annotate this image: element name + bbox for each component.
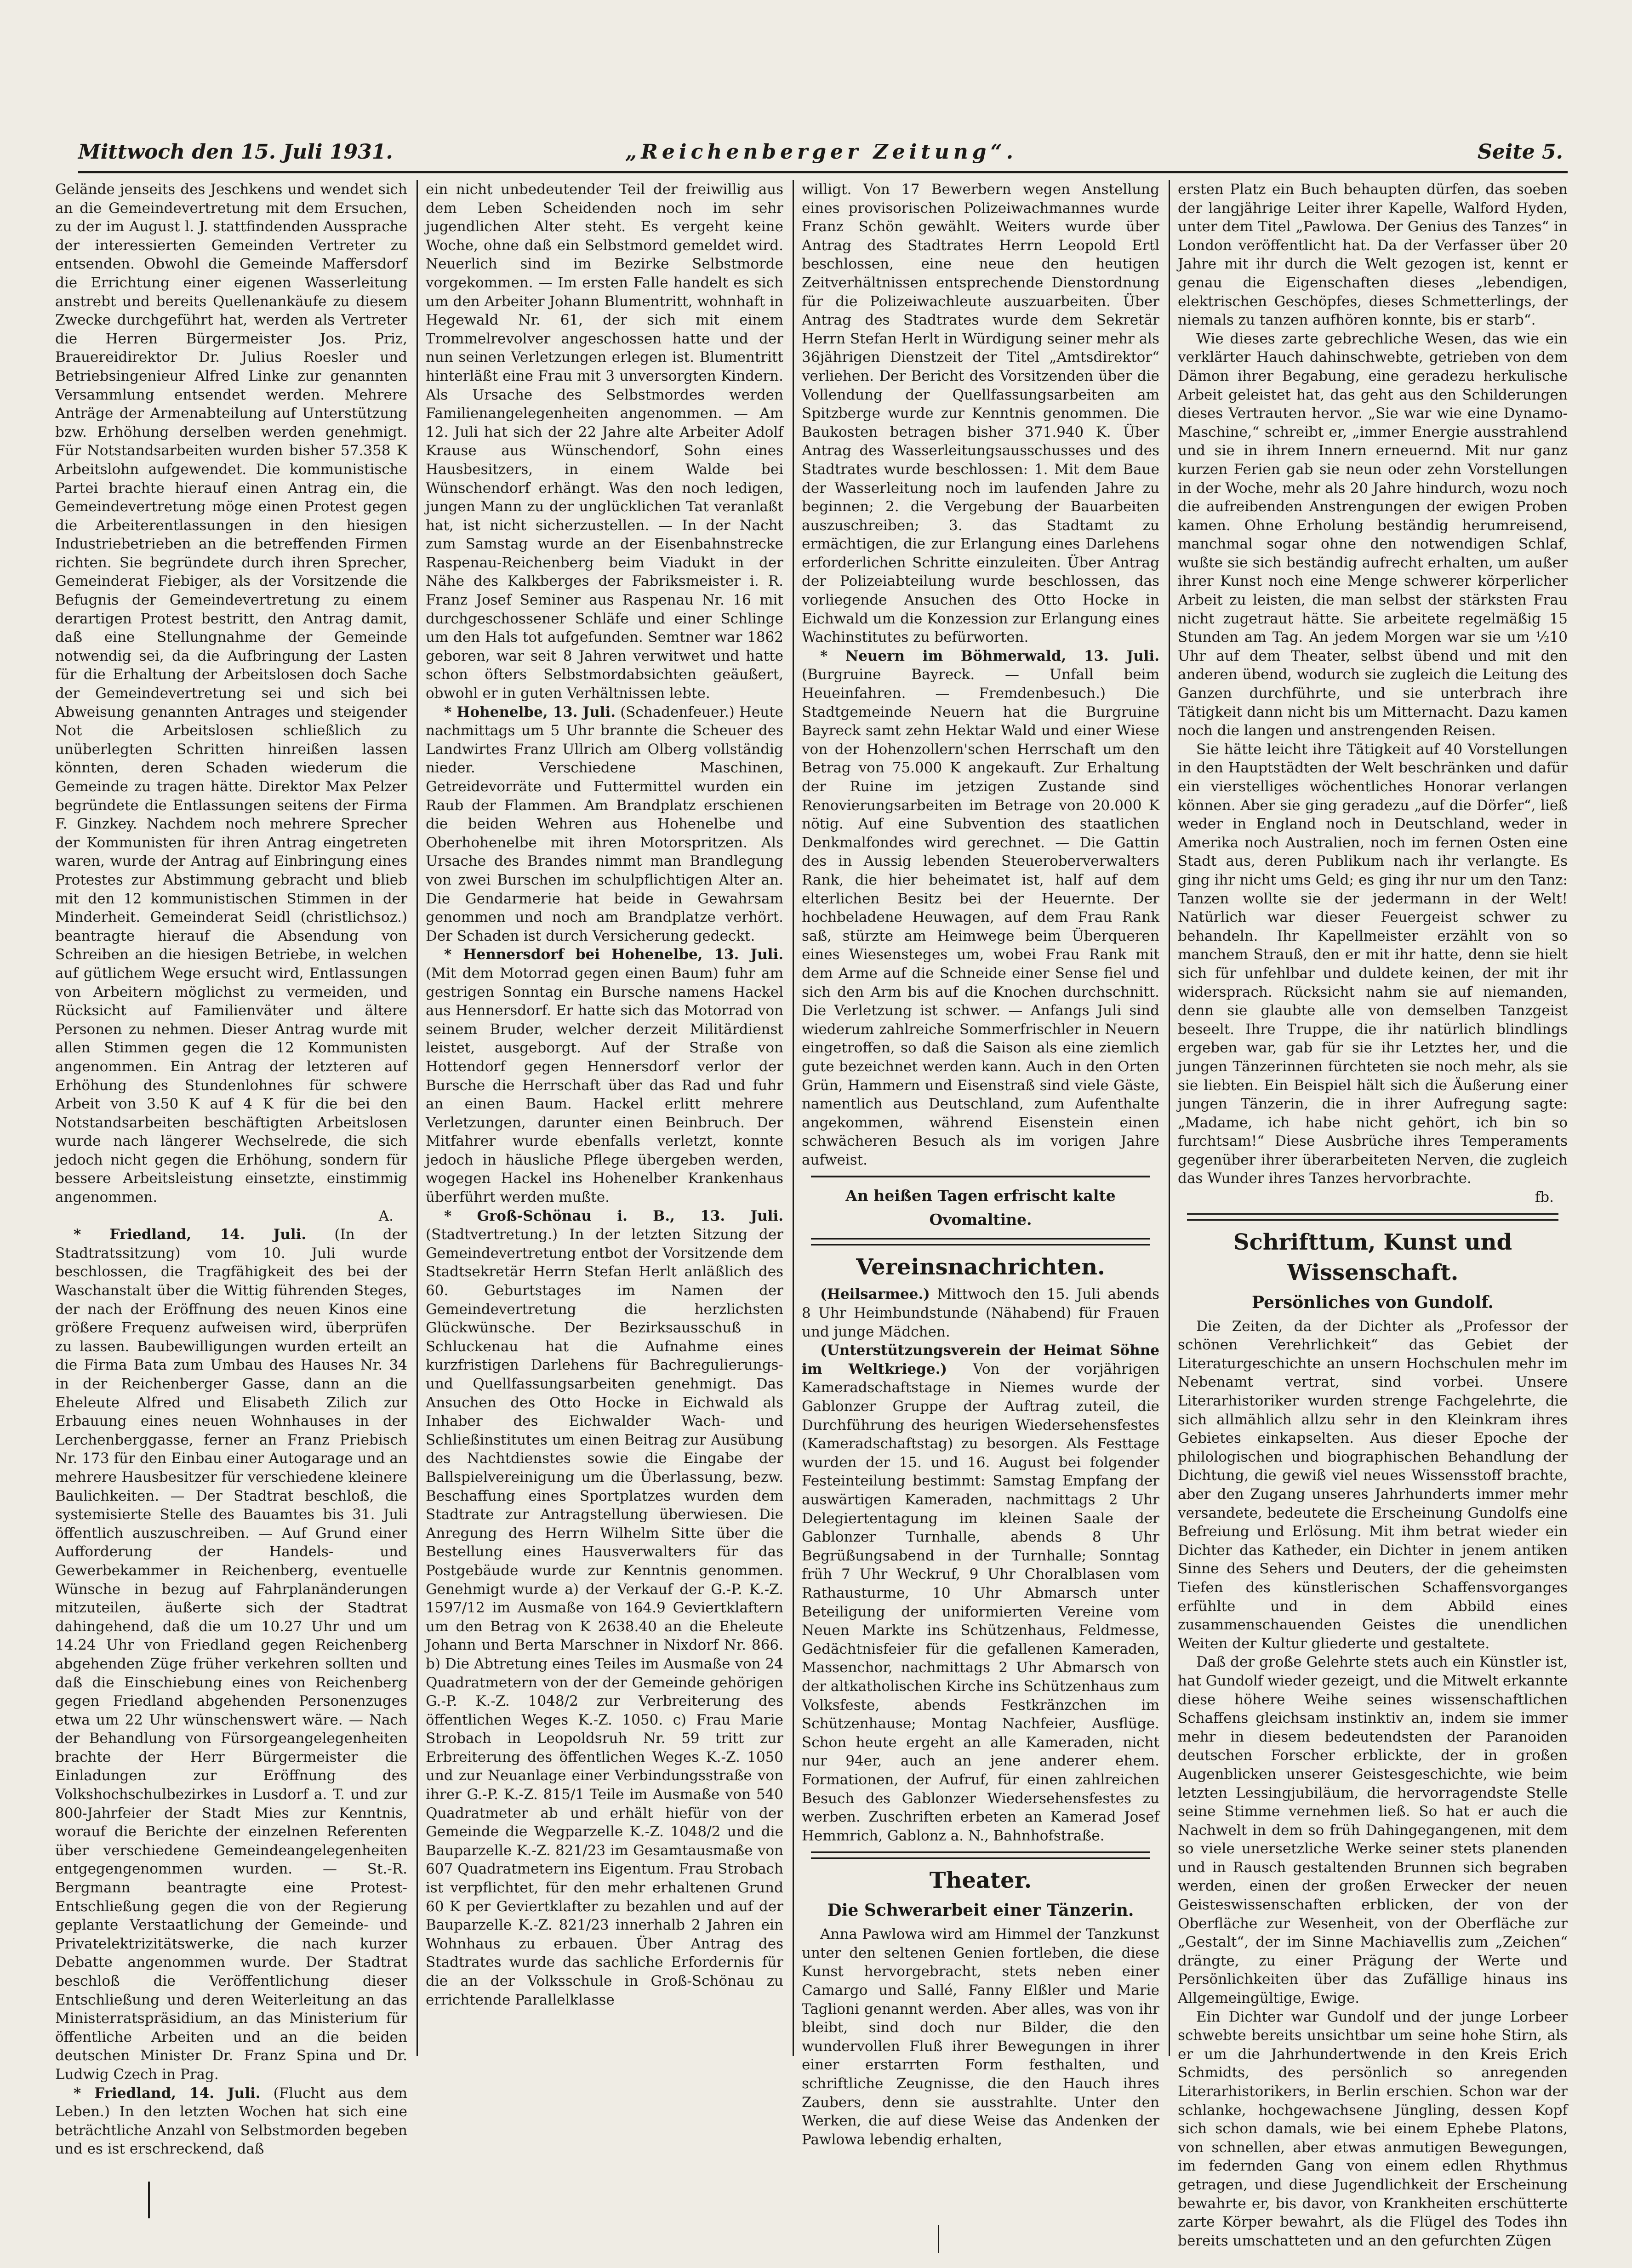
column-rule [1169, 180, 1170, 2056]
section-rule [1187, 1213, 1558, 1221]
section-rule [811, 1176, 1150, 1177]
article-paragraph: Ein Dichter war Gundolf und der junge Lorbeer schwebte bereits unsichtbar um seine hohe Stirn, als er um die Jahrhundertwende in den Kreis Erich Schmidts, des persönlich so anregenden Literarhistorikers, in Berlin erschien. Schon war der schlanke, hochgewachsene Jüngling, dessen Kopf sich schon damals, wie bei einem Ephebe Platons, von schnellen, aber etwas anmutigen Bewegungen, im federnden Gang von einem edlen Rhythmus getragen, und diese Jugendlichkeit der Erscheinung bewahrte er, bis davor, von Krankheiten erschütterte zarte Körper bewahrt, als die Flügel des Todes ihn bereits umschatteten und an den gefurchten Zügen [1178, 2008, 1568, 2249]
page-header [60, 140, 1572, 172]
column-1 [55, 180, 407, 2158]
article-body: (Burgruine Bayreck. — Unfall beim Heueinfahren. — Fremdenbesuch.) Die Stadtgemeinde Neuern hat die Burgruine Bayreck samt zehn Hektar Wald und einer Wiese von der Hohenzollern'schen Herrschaft um den Betrag von 75.000 K angekauft. Zur Erhaltung der Ruine im jetzigen Zustande sind Renovierungsarbeiten im Betrage von 20.000 K nötig. Auf eine Subvention des staatlichen Denkmalfondes wird gerechnet. — Die Gattin des in Aussig lebenden Steueroberverwalters Rank, die hier beheimatet ist, half auf dem elterlichen Besitz bei der Heuernte. Der hochbeladene Heuwagen, auf dem Frau Rank saß, stürzte am Heimwege beim Überqueren eines Wiesensteges um, wobei Frau Rank mit dem Arme auf die Schneide einer Sense fiel und sich den Arm bis auf die Knochen durchschnitt. Die Verletzung ist schwer. — Anfangs Juli sind wiederum zahlreiche Sommerfrischler in Neuern eingetroffen, so daß die Saison als eine ziemlich gute bezeichnet werden kann. Auch in den Orten Grün, Hammern und Eisenstraß sind viele Gäste, namentlich aus Deutschland, zum Aufenthalte angekommen, während Eisenstein einen schwächeren Besuch als im vorigen Jahre aufweist. [802, 666, 1159, 1168]
page-number: Seite 5. [1477, 140, 1563, 164]
newspaper-title: „Reichenberger Zeitung“. [625, 140, 1018, 164]
notice-lead: (Heilsarmee.) [820, 1286, 930, 1303]
article-paragraph: Daß der große Gelehrte stets auch ein Künstler ist, hat Gundolf wieder gezeigt, und die Mitwelt erkannte diese höhere Weihe seines wissenschaftlichen Schaffens gleichsam instinktiv an, indem sie immer mehr in diesem bedeutendsten der Paranoiden deutschen Forscher erblickte, der in großen Augenblicken unserer Geistesgeschichte, wie beim letzten Lessingjubiläum, die hervorragendste Stelle seine Stimme vernehmen ließ. So hat er auch die Nachwelt in dem so früh Dahingegangenen, mit dem so viele unersetzliche Werke seiner stets planenden und in Rausch gestaltenden Brunnen sich begraben werden, einen der großen Erwecker der neuen Geisteswissenschaften erblicken, der von der Oberfläche zur Wesenheit, von der Oberfläche zur „Gestalt“, der im Sinne Machiavellis zum „Zeichen“ drängte, zu einer Prägung der Werte und Persönlichkeiten über das Zufällige hinaus ins Allgemeingültige, Ewige. [1178, 1654, 1568, 2007]
column-3 [802, 180, 1159, 2148]
article-paragraph: Wie dieses zarte gebrechliche Wesen, das wie ein verklärter Hauch dahinschwebte, getrieben von dem Dämon ihrer Begabung, eine geradezu herkulische Arbeit geleistet hat, das geht aus den Schilderungen dieses Vertrauten hervor. „Sie war wie eine Dynamo-Maschine,“ schreibt er, „immer Energie ausstrahlend und sie in ihrem Innern erneuernd. Mit nur ganz kurzen Ferien gab sie neun oder zehn Vorstellungen in der Woche, mehr als 20 Jahre hindurch, wozu noch die aufreibenden Anstrengungen der ewigen Proben kamen. Ohne Erholung beständig herumreisend, manchmal sogar ohne den notwendigen Schlaf, wußte sie sich beständig aufrecht erhalten, um außer ihrer Kunst noch eine Menge schwerer körperlicher Arbeit zu leisten, die man selbst der stärksten Frau nicht zugetraut hätte. Sie arbeitete regelmäßig 15 Stunden am Tag. An jedem Morgen war sie um ½10 Uhr auf dem Theater, selbst übend und mit den anderen übend, wodurch sie zugleich die Leitung des Ganzen durchführte, und sie unterbrach ihre Tätigkeit dann nicht bis um Mitternacht. Dazu kamen noch die langen und anstrengenden Reisen. [1178, 330, 1568, 739]
article-signature: fb. [1535, 1189, 1554, 1206]
notice-body: Von der vorjährigen Kameradschaftstage in Niemes wurde der Gablonzer Gruppe der Auftrag zuteil, die Durchführung des heurigen Wiedersehensfestes (Kameradschaftstag) zu besorgen. Als Festtage wurden der 15. und 16. August bei folgender Festeinteilung bestimmt: Samstag Empfang der auswärtigen Kameraden, nachmittags 2 Uhr Delegiertentagung im kleinen Saale der Gablonzer Turnhalle, abends 8 Uhr Begrüßungsabend in der Turnhalle; Sonntag früh 7 Uhr Weckruf, 9 Uhr Choralblasen vom Rathausturme, 10 Uhr Abmarsch unter Beteiligung der uniformierten Vereine vom Neuen Markte ins Schützenhaus, Feldmesse, Gedächtnisfeier für die gefallenen Kameraden, Massenchor, nachmittags 2 Uhr Abmarsch von der altkatholischen Kirche ins Schützenhaus zum Volksfeste, abends Festkränzchen im Schützenhause; Montag Nachfeier, Ausflüge. Schon heute ergeht an alle Kameraden, nicht nur 94er, auch an jene anderer ehem. Formationen, der Aufruf, für einen zahlreichen Besuch des Gablonzer Wiedersehensfestes zu werben. Zuschriften erbeten an Kamerad Josef Hemmrich, Gablonz a. N., Bahnhofstraße. [802, 1360, 1159, 1844]
article-title-gundolf: Persönliches von Gundolf. [1252, 1292, 1494, 1312]
section-rule [811, 1851, 1150, 1859]
notice-lead: (Unterstützungsverein der Heimat Söhne im Weltkriege.) [802, 1342, 1159, 1377]
article-body: (In der Stadtratssitzung) vom 10. Juli wurde beschlossen, die Tragfähigkeit des bei der Waschanstalt über die Wittig führenden Steges, der nach der Eröffnung des neuen Kinos eine größere Frequenz aufweisen wird, überprüfen zu lassen. Baubewilligungen wurden erteilt an die Firma Bata zum Umbau des Hauses Nr. 34 in der Reichenberger Gasse, dann an die Eheleute Alfred und Elisabeth Zilich zur Erbauung eines neuen Wohnhauses in der Lerchenberggasse, ferner an Franz Priebisch Nr. 173 für den Einbau einer Autogarage und an mehrere Hausbesitzer für verschiedene kleinere Baulichkeiten. — Der Stadtrat beschloß, die systemisierte Stelle des Bauamtes bis 31. Juli öffentlich auszuschreiben. — Auf Grund einer Aufforderung der Handels- und Gewerbekammer in Reichenberg, eventuelle Wünsche in bezug auf Fahrplanänderungen mitzuteilen, äußerte sich der Stadtrat dahingehend, daß die um 10.27 Uhr und um 14.24 Uhr von Friedland gegen Reichenberg abgehenden Züge früher verkehren sollten und daß die Einschiebung eines von Reichenberg gegen Friedland abgehenden Personenzuges etwa um 22 Uhr wünschenswert wäre. — Nach der Behandlung von Fürsorgeangelegenheiten brachte der Herr Bürgermeister die Einladungen zur Eröffnung des Volkshochschulbezirkes in Lusdorf a. T. und zur 800-Jahrfeier der Stadt Mies zur Kenntnis, worauf die Berichte der einzelnen Referenten über verschiedene Gemeindeangelegenheiten entgegengenommen wurden. — St.-R. Bergmann beantragte eine Protest-Entschließung gegen die von der Regierung geplante Verstaatlichung der Gemeinde- und Privatelektrizitätswerke, die nach kurzer Debatte angenommen wurde. Der Stadtrat beschloß die Veröffentlichung dieser Entschließung und deren Weiterleitung an das Ministerratspräsidium, an das Ministerium für öffentliche Arbeiten und an die beiden deutschen Minister Dr. Franz Spina und Dr. Ludwig Czech in Prag. [55, 1226, 407, 2083]
notice-unterstuetzungsverein [802, 1341, 1159, 1845]
header-rule [78, 171, 1568, 173]
article-gross-schoenau [426, 1207, 783, 2010]
article-friedland-stadtrat [55, 1225, 407, 2084]
article-paragraph: Die Zeiten, da der Dichter als „Professor der schönen Verehrlichkeit“ das Gebiet der Literaturgeschichte an unsern Hochschulen mehr im Nebenamt vertrat, sind vorbei. Unsere Literarhistoriker wurden strenge Fachgelehrte, die sich allmählich allzu sehr in den Kleinkram ihres Gebietes einkapselten. Aus dieser Epoche der philologischen und biographischen Behandlung der Dichtung, die gewiß viel neues Wissensstoff brachte, aber den Zugang unseres Jahrhunderts immer mehr versandete, bedeutete die Erscheinung Gundolfs eine Befreiung und Erlösung. Mit ihm betrat wieder ein Dichter das Katheder, ein Dichter in jenem antiken Sinne des Sehers und Deuters, der die geheimsten Tiefen des künstlerischen Schaffensvorganges erfühlte und in dem Abbild eines zusammenschauenden Geistes die unendlichen Weiten der Kultur gliederte und gestaltete. [1178, 1318, 1568, 1652]
article-friedland-flucht [55, 2084, 407, 2159]
column-4 [1178, 180, 1568, 2249]
article-dateline: * Friedland, 14. Juli. [74, 1226, 307, 1243]
article-body: (Mit dem Motorrad gegen einen Baum) fuhr am gestrigen Sonntag ein Bursche namens Hackel aus Hennersdorf. Er hatte sich das Motorrad von seinem Bruder, welcher derzeit Militärdienst leistet, ausgeborgt. Auf der Straße von Hottendorf gegen Hennersdorf verlor der Bursche die Herrschaft über das Rad und fuhr an einen Baum. Hackel erlitt mehrere Verletzungen, darunter einen Beinbruch. Der Mitfahrer wurde ebenfalls verletzt, konnte jedoch in häusliche Pflege übergeben werden, wogegen Hackel ins Hohenelber Krankenhaus überführt werden mußte. [426, 965, 783, 1206]
margin-mark [148, 2182, 150, 2218]
article-pawlowa-continued: ersten Platz ein Buch behaupten dürfen, das soeben der langjährige Leiter ihrer Kapelle, Walford Hyden, unter dem Titel „Pawlowa. Der Genius des Tanzes“ in London veröffentlicht hat. Da der Verfasser über 20 Jahre mit ihr durch die Welt gezogen ist, kennt er genau die Eigenschaften dieses „lebendigen, elektrischen Geschöpfes, dieses Schmetterlings, der niemals zu tanzen aufhören konnte, bis er starb“. [1178, 181, 1568, 329]
article-title-schwerarbeit: Die Schwerarbeit einer Tänzerin. [827, 1901, 1134, 1920]
article-pawlowa: Anna Pawlowa wird am Himmel der Tanzkunst unter den seltenen Genien fortleben, die diese Kunst hervorgebracht, stets neben einer Camargo und Sallé, Fanny Elßler und Marie Taglioni genannt werden. Aber alles, was von ihr bleibt, sind doch nur Bilder, die den wundervollen Fluß ihrer Bewegungen in ihrer einer erstarrten Form festhalten, und schriftliche Zeugnisse, die den Hauch ihres Zaubers, denn sie ausstrahlte. Unter den Werken, die auf diese Weise das Andenken der Pawlowa lebendig erhalten, [802, 1926, 1159, 2148]
article-gross-schoenau-continued: willigt. Von 17 Bewerbern wegen Anstellung eines provisorischen Polizeiwachmannes wurde Franz Schön gewählt. Weiters wurde über Antrag des Stadtrates Herrn Leopold Ertl beschlossen, eine neue den heutigen Zeitverhältnissen entsprechende Dienstordnung für die Polizeiwachleute auszuarbeiten. Über Antrag des Stadtrates wurde dem Sekretär Herrn Stefan Herlt in Würdigung seiner mehr als 36jährigen Dienstzeit der Titel „Amtsdirektor“ verliehen. Der Bericht des Vorsitzenden über die Vollendung der Quellfassungsarbeiten am Spitzberge wurde zur Kenntnis genommen. Die Baukosten betragen bisher 371.940 K. Über Antrag des Wasserleitungsausschusses und des Stadtrates wurde beschlossen: 1. Mit dem Baue der Wasserleitung noch im laufenden Jahre zu beginnen; 2. die Vergebung der Bauarbeiten auszuschreiben; 3. das Stadtamt zu ermächtigen, die zur Erlangung eines Darlehens erforderlichen Schritte einzuleiten. Über Antrag der Polizeiabteilung wurde beschlossen, das vorliegende Ansuchen des Otto Hocke in Eichwald um die Konzession zur Erlangung eines Wachinstitutes zu befürworten. [802, 181, 1159, 646]
section-heading-vereinsnachrichten: Vereinsnachrichten. [856, 1254, 1105, 1280]
article-body: (Schadenfeuer.) Heute nachmittags um 5 Uhr brannte die Scheuer des Landwirtes Franz Ullrich am Olberg vollständig nieder. Verschiedene Maschinen, Getreidevorräte und Futtermittel wurden ein Raub der Flammen. Am Brandplatz erschienen die beiden Wehren aus Hohenelbe und Oberhohenelbe mit ihren Motorspritzen. Als Ursache des Brandes nimmt man Brandlegung von zwei Burschen im schulpflichtigen Alter an. Die Gendarmerie hat beide in Gewahrsam genommen und noch am Brandplatze verhört. Der Schaden ist durch Versicherung gedeckt. [426, 703, 784, 944]
notice-heilsarmee [802, 1285, 1159, 1341]
article-dateline: * Hohenelbe, 13. Juli. [444, 703, 616, 720]
ad-ovomaltine: An heißen Tagen erfrischt kalte Ovomaltine. [845, 1187, 1116, 1229]
article-dateline: * Friedland, 14. Juli. [74, 2085, 261, 2102]
notice-body: Mittwoch den 15. Juli abends 8 Uhr Heimbundstunde (Nähabend) für Frauen und junge Mädchen. [802, 1286, 1159, 1340]
article-selbstmorde-continued: ein nicht unbedeutender Teil der freiwillig aus dem Leben Scheidenden noch im sehr jugendlichen Alter steht. Es vergeht keine Woche, ohne daß ein Selbstmord gemeldet wird. Neuerlich sind im Bezirke Selbstmorde vorgekommen. — Im ersten Falle handelt es sich um den Arbeiter Johann Blumentritt, wohnhaft in Hegewald Nr. 61, der sich mit einem Trommelrevolver angeschossen hatte und der nun seinen Verletzungen erlegen ist. Blumentritt hinterläßt eine Frau mit 3 unversorgten Kindern. Als Ursache des Selbstmordes werden Familienangelegenheiten angenommen. — Am 12. Juli hat sich der 22 Jahre alte Arbeiter Adolf Krause aus Wünschendorf, Sohn eines Hausbesitzers, in einem Walde bei Wünschendorf erhängt. Was den noch ledigen, jungen Mann zu der unglücklichen Tat veranlaßt hat, ist nicht sicherzustellen. — In der Nacht zum Samstag wurde an der Eisenbahnstrecke Raspenau-Reichenberg beim Viadukt in der Nähe des Kalkberges der Fabriksmeister i. R. Franz Josef Seminer aus Raspenau Nr. 16 mit durchgeschossener Schläfe und einer Schlinge um den Hals tot aufgefunden. Semtner war 1862 geboren, war seit 8 Jahren verwitwet und hatte schon öfters Selbstmordabsichten geäußert, obwohl er in guten Verhältnissen lebte. [426, 181, 783, 702]
article-body: (Flucht aus dem Leben.) In den letzten Wochen hat sich eine beträchtliche Anzahl von Selbstmorden begeben und es ist erschreckend, daß [55, 2085, 407, 2158]
article-body: (Stadtvertretung.) In der letzten Sitzung der Gemeindevertretung entbot der Vorsitzende dem Stadtsekretär Herrn Stefan Herlt anläßlich des 60. Geburtstages im Namen der Gemeindevertretung die herzlichsten Glückwünsche. Der Bezirksausschuß in Schluckenau hat die Aufnahme eines kurzfristigen Darlehens für Bachregulierungs- und Quellfassungsarbeiten genehmigt. Das Ansuchen des Otto Hocke in Eichwald als Inhaber des Eichwalder Wach- und Schließinstitutes um einen Beitrag zur Ausübung des Nachtdienstes sowie die Eingabe der Ballspielvereinigung um die Überlassung, bezw. Beschaffung eines Sportplatzes wurden dem Stadtrate zur Antragstellung überwiesen. Die Anregung des Herrn Wilhelm Sitte über die Bestellung eines Hausverwalters für das Postgebäude wurde zur Kenntnis genommen. Genehmigt wurde a) der Verkauf der G.-P. K.-Z. 1597/12 im Ausmaße von 164.9 Geviertklaftern um den Betrag von K 2638.40 an die Eheleute Johann und Berta Marschner in Nixdorf Nr. 866. b) Die Abtretung eines Teiles im Ausmaße von 24 Quadratmetern von der der Gemeinde gehörigen G.-P. K.-Z. 1048/2 zur Verbreiterung des öffentlichen Weges K.-Z. 1050. c) Frau Marie Strobach in Leopoldsruh Nr. 59 tritt zur Erbreiterung des öffentlichen Weges K.-Z. 1050 und zur Neuanlage einer Verbindungsstraße von ihrer G.-P. K.-Z. 815/1 Teile im Ausmaße von 540 Quadratmeter ab und erhält hiefür von der Gemeinde die Wegparzelle K.-Z. 1048/2 und die Bauparzelle K.-Z. 821/23 im Gesamtausmaße von 607 Quadratmetern ins Eigentum. Frau Strobach ist verpflichtet, für den mehr erhaltenen Grund 60 K per Geviertklafter zu bezahlen und auf der Bauparzelle K.-Z. 821/23 innerhalb 2 Jahren ein Wohnhaus zu erbauen. Über Antrag des Stadtrates wurde das sachliche Erfordernis für die an der Volksschule in Groß-Schönau zu errichtende Parallelklasse [426, 1226, 783, 2008]
column-rule [793, 180, 794, 2056]
section-rule [811, 1238, 1150, 1245]
section-heading-schrifttum: Schrifttum, Kunst und Wissenschaft. [1233, 1229, 1512, 1285]
section-heading-theater: Theater. [929, 1868, 1032, 1894]
article-dateline: * Neuern im Böhmerwald, 13. Juli. [820, 647, 1159, 664]
article-hohenelbe [426, 703, 783, 946]
header-date: Mittwoch den 15. Juli 1931. [78, 140, 393, 164]
article-hennersdorf [426, 945, 783, 1206]
column-2 [426, 180, 783, 2088]
article-dateline: * Hennersdorf bei Hohenelbe, 13. Juli. [444, 946, 783, 963]
article-paragraph: Sie hätte leicht ihre Tätigkeit auf 40 Vorstellungen in den Hauptstädten der Welt beschränken und dafür ein vierstelliges wöchentliches Honorar verlangen können. Aber sie ging geradezu „auf die Dörfer“, ließ weder in England noch in Deutschland, weder in Amerika noch Australien, noch im fernen Osten eine Stadt aus, deren Publikum nach ihr verlangte. Es ging ihr nicht ums Geld; es ging ihr nur um den Tanz: Tanzen wollte sie der jedermann in der Welt! Natürlich war dieser Feuergeist schwer zu behandeln. Ihr Kapellmeister erzählt von so manchem Strauß, den er mit ihr hatte, denn sie hielt sich für unfehlbar und duldete keinen, der mit ihr widersprach. Rücksicht nahm sie auf niemanden, denn sie glaubte alle von demselben Tanzgeist beseelt. Ihre Truppe, die ihr natürlich blindlings ergeben war, gab für sie ihr Letztes her, und die jungen Tänzerinnen fürchteten sie noch mehr, als sie sie liebten. Ein Beispiel hält sich die Äußerung einer jungen Tänzerin, die in ihrer Aufregung sagte: „Madame, ich habe nicht gehört, ich bin so furchtsam!“ Diese Ausbrüche ihres Temperaments gegenüber ihrer überarbeiteten Nerven, die zugleich das Wunder ihres Tanzes hervorbrachte. [1178, 741, 1568, 1187]
article-neuern [802, 647, 1159, 1170]
article-maffersdorf-continued: Gelände jenseits des Jeschkens und wendet sich an die Gemeindevertretung mit dem Ersuchen, zu der im August l. J. stattfindenden Aussprache der interessierten Gemeinden Vertreter zu entsenden. Obwohl die Gemeinde Maffersdorf die Errichtung einer eigenen Wasserleitung anstrebt und bereits Quellenankäufe zu diesem Zwecke durchgeführt hat, werden als Vertreter die Herren Bürgermeister Jos. Priz, Brauereidirektor Dr. Julius Roesler und Betriebsingenieur Alfred Linke zur genannten Versammlung entsendet werden. Mehrere Anträge der Armenabteilung auf Unterstützung bzw. Erhöhung derselben werden genehmigt. Für Notstandsarbeiten wurden bisher 57.358 K Arbeitslohn aufgewendet. Die kommunistische Partei brachte hierauf einen Antrag ein, die Gemeindevertretung möge einen Protest gegen die Arbeiterentlassungen in den hiesigen Industriebetrieben an die betreffenden Firmen richten. Sie begründete durch ihren Sprecher, Gemeinderat Fiebiger, als der Vorsitzende die Befugnis der Gemeindevertretung zu einem derartigen Protest bestritt, den Antrag damit, daß eine Stellungnahme der Gemeinde notwendig sei, da die Aufbringung der Lasten für die Erhaltung der Arbeitslosen doch Sache der Gemeindevertretung sei und sich bei Abweisung genannten Antrages und steigender Not die Arbeitslosen schließlich zu unüberlegten Schritten hinreißen lassen könnten, deren Schaden wiederum die Gemeinde zu tragen hätte. Direktor Max Pelzer begründete die Entlassungen seitens der Firma F. Ginzkey. Nachdem noch mehrere Sprecher der Kommunisten für ihren Antrag eingetreten waren, wurde der Antrag auf Einbringung eines Protestes zur Abstimmung gebracht und blieb mit den 12 kommunistischen Stimmen in der Minderheit. Gemeinderat Seidl (christlichsoz.) beantragte hierauf die Absendung von Schreiben an die hiesigen Betriebe, in welchen auf gütlichem Wege ersucht wird, Entlassungen von Arbeitern möglichst zu vermeiden, und Rücksicht auf Familienväter und ältere Personen zu nehmen. Dieser Antrag wurde mit allen Stimmen gegen die 12 Kommunisten angenommen. Ein Antrag der letzteren auf Erhöhung des Stundenlohnes für schwere Arbeit von 3.50 K auf 4 K für die bei den Notstandsarbeiten beschäftigten Arbeitslosen wurde nach längerer Wechselrede, die sich jedoch nicht gegen die Erhöhung, sondern für bessere Arbeitsleistung einsetzte, einstimmig angenommen. [55, 181, 407, 1206]
margin-mark [938, 2225, 939, 2253]
article-signature: A. [378, 1207, 394, 1224]
column-rule [417, 180, 418, 2056]
article-dateline: * Groß-Schönau i. B., 13. Juli. [444, 1207, 783, 1224]
